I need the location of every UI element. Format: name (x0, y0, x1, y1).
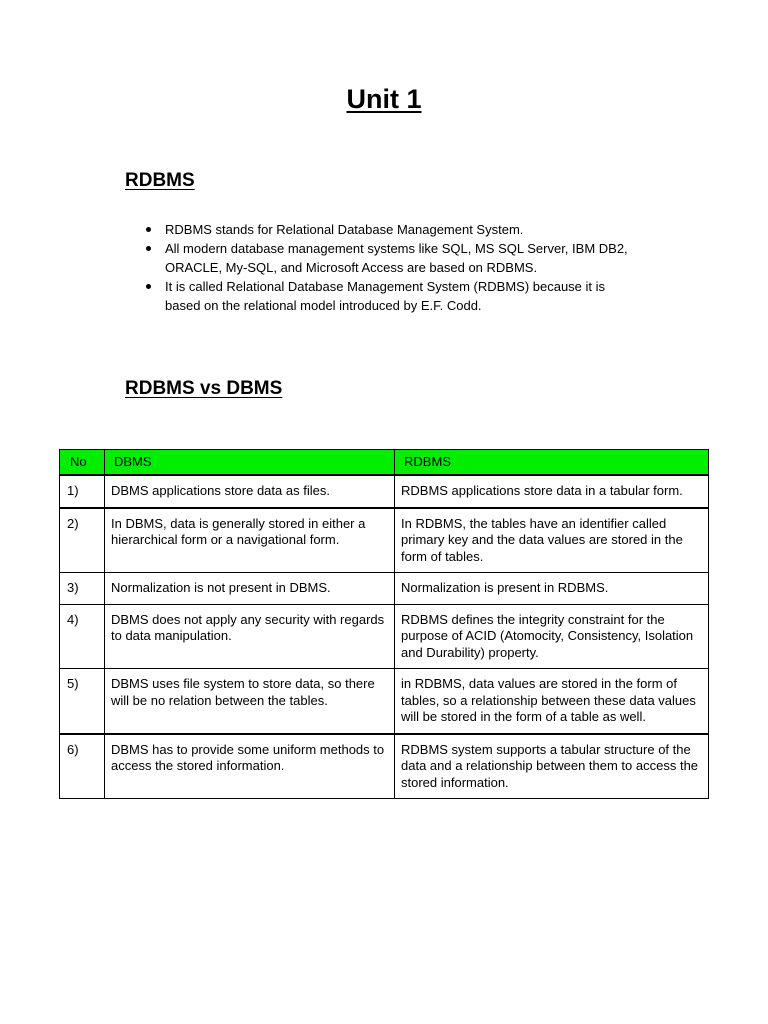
row-number: 6) (60, 734, 105, 799)
table-header-row (60, 450, 709, 476)
rdbms-cell: Normalization is present in RDBMS. (395, 573, 709, 605)
list-item: RDBMS stands for Relational Database Management System. (145, 220, 635, 239)
table-row (60, 475, 709, 508)
rdbms-cell: RDBMS system supports a tabular structure of the data and a relationship between them to access the stored information. (395, 734, 709, 799)
row-number: 3) (60, 573, 105, 605)
comparison-table (59, 449, 709, 799)
rdbms-cell: in RDBMS, data values are stored in the form of tables, so a relationship between these data values will be stored in the form of a table as well. (395, 669, 709, 734)
row-number: 4) (60, 604, 105, 669)
dbms-cell: Normalization is not present in DBMS. (105, 573, 395, 605)
row-number: 1) (60, 475, 105, 508)
rdbms-cell: RDBMS defines the integrity constraint for the purpose of ACID (Atomocity, Consistency, Isolation and Durability) property. (395, 604, 709, 669)
section-heading-rdbms-vs-dbms: RDBMS vs DBMS (125, 378, 283, 399)
rdbms-cell: RDBMS applications store data in a tabular form. (395, 475, 709, 508)
page-title: Unit 1 (346, 84, 422, 114)
header-no: No (60, 450, 105, 476)
table-row (60, 573, 709, 605)
list-item: All modern database management systems like SQL, MS SQL Server, IBM DB2, ORACLE, My-SQL, and Microsoft Access are based on RDBMS. (145, 239, 635, 277)
dbms-cell: DBMS has to provide some uniform methods to access the stored information. (105, 734, 395, 799)
list-item: It is called Relational Database Management System (RDBMS) because it is based on the relational model introduced by E.F. Codd. (145, 277, 635, 315)
rdbms-bullet-list (145, 220, 635, 315)
dbms-cell: In DBMS, data is generally stored in either a hierarchical form or a navigational form. (105, 508, 395, 573)
header-dbms: DBMS (105, 450, 395, 476)
row-number: 2) (60, 508, 105, 573)
table-row (60, 669, 709, 734)
header-rdbms: RDBMS (395, 450, 709, 476)
dbms-cell: DBMS uses file system to store data, so there will be no relation between the tables. (105, 669, 395, 734)
dbms-cell: DBMS applications store data as files. (105, 475, 395, 508)
table-row (60, 508, 709, 573)
section-heading-rdbms: RDBMS (125, 170, 195, 191)
table-row (60, 604, 709, 669)
rdbms-cell: In RDBMS, the tables have an identifier called primary key and the data values are stored in the form of tables. (395, 508, 709, 573)
row-number: 5) (60, 669, 105, 734)
table-row (60, 734, 709, 799)
dbms-cell: DBMS does not apply any security with regards to data manipulation. (105, 604, 395, 669)
